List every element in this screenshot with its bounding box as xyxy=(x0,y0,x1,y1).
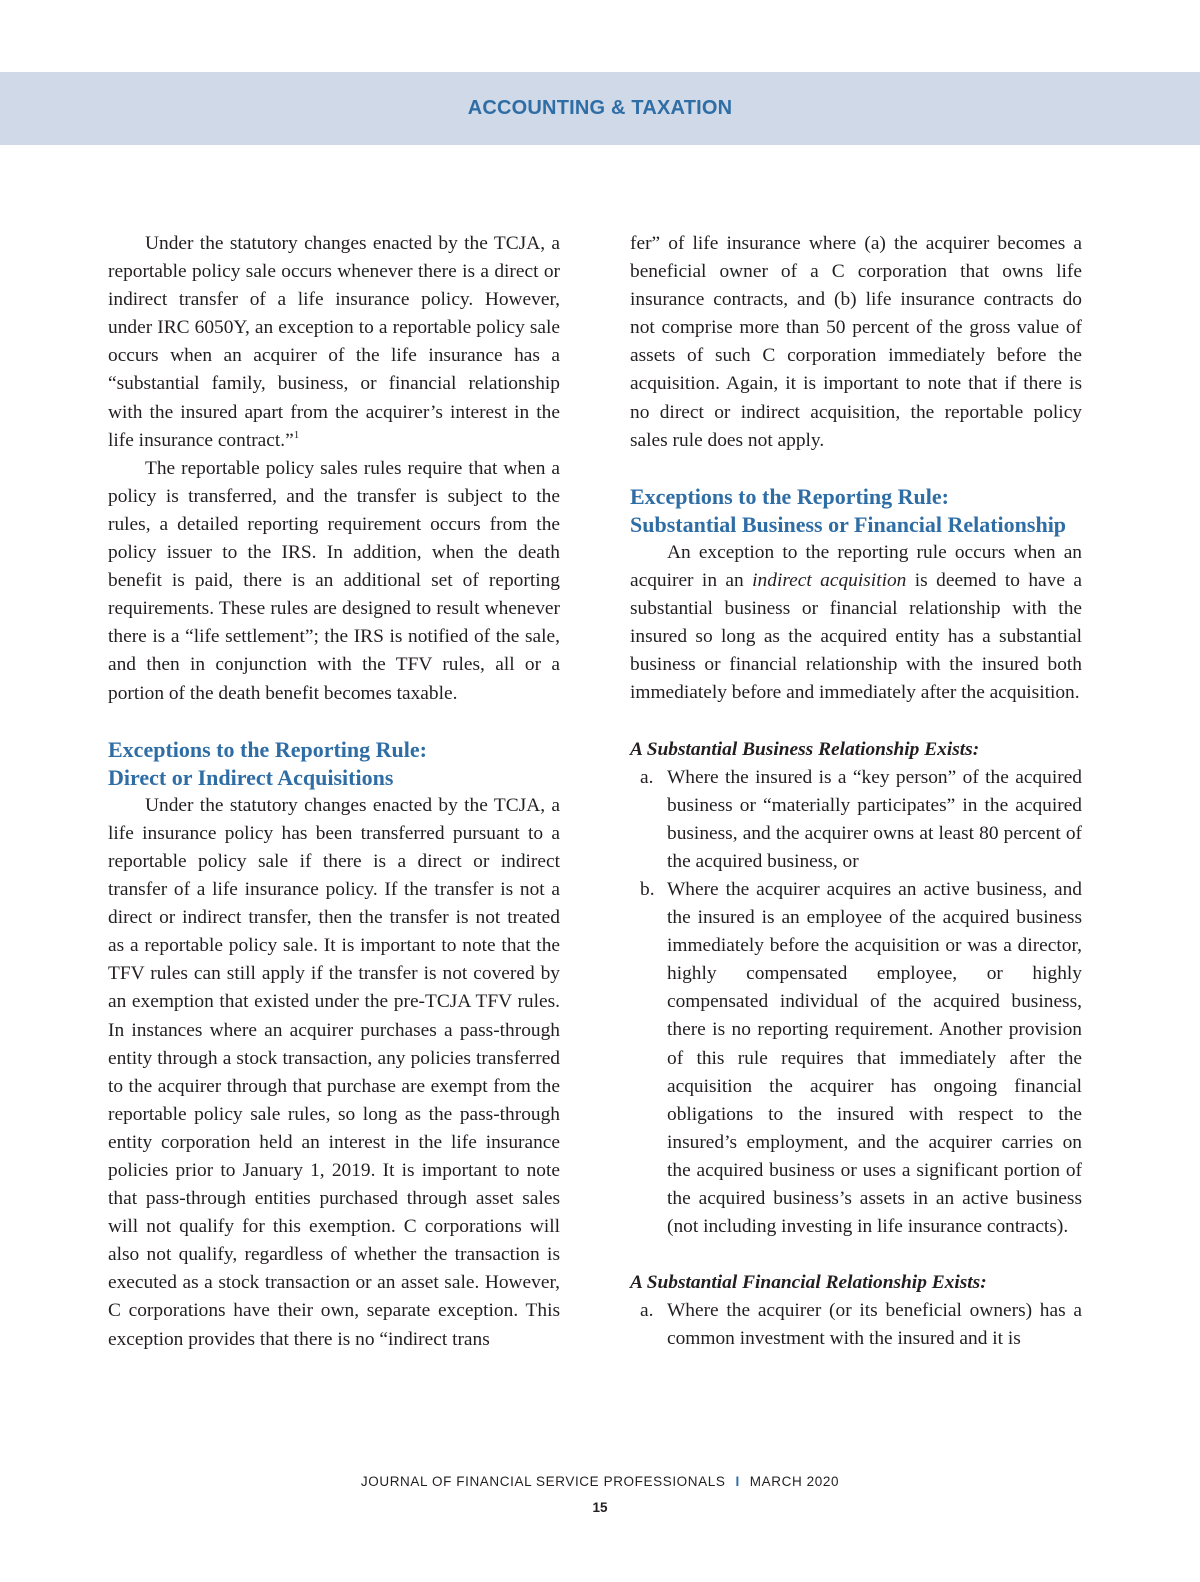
subheading-business: A Substantial Business Relationship Exists: xyxy=(630,738,980,760)
heading-line: Substantial Business or Financial Relationship xyxy=(630,511,1067,537)
list-item-text: Where the acquirer acquires an active business, and the insured is an employee of the acquired business immediately before the acquisition or was a director, highly compensated employee, or highly compensated individual of the acquired business, there is no reporting requirement. Another provision of this rule requires that immediately after the acquisition the acquirer has ongoing financial obligations to the insured with respect to the insured’s employment, and the acquirer carries on the acquired business or uses a significant portion of the acquired business’s assets in an active business (not including investing in life insurance contracts). xyxy=(667,878,1082,1238)
text-span: is deemed to have a substantial business or financial relationship with the insured so long as the acquired entity has a substantial business or financial relationship with the insured both immediately before and immediately after the acquisition. xyxy=(630,570,1082,704)
emphasis-text: indirect acquisition xyxy=(752,570,907,592)
list-item-text: Where the insured is a “key person” of the acquired business or “materially participates” in the acquired business, and the acquirer owns at least 80 percent of the acquired business, or xyxy=(667,766,1082,872)
section-title: ACCOUNTING & TAXATION xyxy=(467,97,733,119)
journal-footer xyxy=(0,1474,1200,1489)
heading-line: Exceptions to the Reporting Rule: xyxy=(630,483,949,509)
paragraph-continued: fer” of life insurance where (a) the acquirer becomes a beneficial owner of a C corporation that owns life insurance contracts, and (b) life insurance contracts do not comprise more than 50 percent of the gross value of assets of such C corporation immediately before the acquisition. Again, it is important to note that if there is no direct or indirect acquisition, the reportable policy sales rule does not apply. xyxy=(630,233,1082,451)
right-column xyxy=(630,230,1082,1353)
paragraph-reportable-sale xyxy=(108,230,560,455)
list-marker: a. xyxy=(640,766,654,788)
paragraph-exception xyxy=(630,539,1082,708)
list-item-text: Where the acquirer (or its beneficial owners) has a common investment with the insured and it is xyxy=(667,1300,1082,1350)
heading-line: Direct or Indirect Acquisitions xyxy=(108,764,394,790)
left-column xyxy=(108,230,560,1354)
list-marker: b. xyxy=(640,878,655,900)
heading-line: Exceptions to the Reporting Rule: xyxy=(108,736,427,762)
heading-substantial-relationship xyxy=(630,483,1082,539)
page-number: 15 xyxy=(592,1500,608,1515)
issue-date: MARCH 2020 xyxy=(749,1474,840,1489)
footer-separator: I xyxy=(735,1474,740,1489)
list-item xyxy=(630,876,1082,1241)
list-item xyxy=(630,764,1082,876)
paragraph-reporting-rules: The reportable policy sales rules require that when a policy is transferred, and the transfer is subject to the rules, a detailed reporting requirement occurs from the policy issuer to the IRS. In addition, when the death benefit is paid, there is an additional set of reporting requirements. These rules are designed to result whenever there is a “life settlement”; the IRS is notified of the sale, and then in conjunction with the TFV rules, all or a portion of the death benefit becomes taxable. xyxy=(108,457,560,704)
heading-direct-indirect xyxy=(108,736,560,792)
list-marker: a. xyxy=(640,1300,654,1322)
paragraph-text: Under the statutory changes enacted by the TCJA, a reportable policy sale occurs whenever there is a direct or indirect transfer of a life insurance policy. However, under IRC 6050Y, an exception to a reportable policy sale occurs when an acquirer of the life insurance has a “substantial family, business, or financial relationship with the insured apart from the acquirer’s interest in the life insurance contract.” xyxy=(108,233,560,451)
business-list xyxy=(630,764,1082,1242)
section-banner xyxy=(0,72,1200,145)
paragraph-direct-indirect: Under the statutory changes enacted by the TCJA, a life insurance policy has been transferred pursuant to a reportable policy sale if there is a direct or indirect transfer of a life insurance policy. If the transfer is not a direct or indirect transfer, then the transfer is not treated as a reportable policy sale. It is important to note that the TFV rules can still apply if the transfer is not covered by an exemption that existed under the pre-TCJA TFV rules. In instances where an acquirer purchases a pass-through entity through a stock transaction, any policies transferred to the acquirer through that purchase are exempt from the reportable policy sale rules, so long as the pass-through entity corporation held an interest in the life insurance policies prior to January 1, 2019. It is important to note that pass-through entities purchased through asset sales will not qualify for this exemption. C corporations will also not qualify, regardless of whether the transaction is executed as a stock transaction or an asset sale. However, C corporations have their own, separate exception. This exception provides that there is no “indirect trans xyxy=(108,794,560,1350)
financial-list xyxy=(630,1297,1082,1353)
text-span: An exception to the reporting rule occurs when an acquirer in an xyxy=(630,541,1082,592)
list-item xyxy=(630,1297,1082,1353)
subheading-financial: A Substantial Financial Relationship Exists: xyxy=(630,1272,987,1294)
footnote-ref[interactable]: 1 xyxy=(293,428,300,441)
journal-name: JOURNAL OF FINANCIAL SERVICE PROFESSIONALS xyxy=(360,1474,726,1489)
